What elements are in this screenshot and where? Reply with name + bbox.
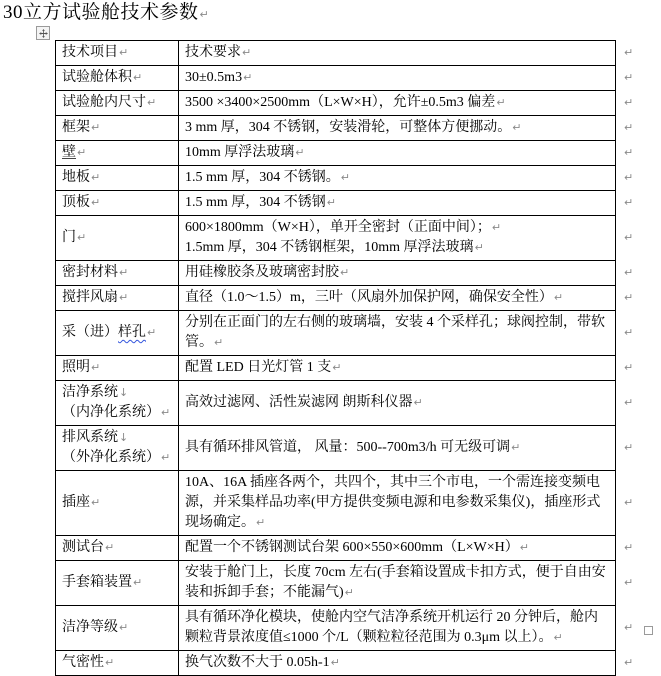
cell-text: 具有循环净化模块，使舱内空气洁净系统开机运行 20 分钟后，舱内颗粒背景浓度值≤1000 个/L（颗粒粒径范围为 0.3μm 以上）。 (185, 610, 598, 645)
end-of-row-mark: ↵ (624, 171, 634, 184)
cell-text: 气密性 (62, 655, 104, 670)
cell-text: 手套箱装置 (62, 575, 132, 590)
paragraph-mark: ↵ (199, 8, 209, 21)
cell-text: 门 (62, 230, 76, 245)
table-row (56, 66, 651, 91)
table-resize-handle[interactable] (644, 626, 653, 635)
end-of-cell-mark: ↵ (519, 541, 529, 554)
cell-text: 具有循环排风管道， 风量：500--700m3/h 可无级可调 (185, 440, 511, 455)
end-of-cell-mark: ↵ (147, 96, 157, 109)
table-row (56, 261, 651, 286)
cell-text: 技术要求 (185, 45, 241, 60)
end-of-cell-mark: ↵ (413, 396, 423, 409)
end-of-cell-mark: ↵ (119, 266, 129, 279)
item-cell[interactable] (56, 536, 179, 561)
table-row (56, 651, 651, 676)
cell-text: 试验舱内尺寸 (62, 95, 146, 110)
cell-text: 框架 (62, 120, 90, 135)
table-row (56, 116, 651, 141)
cell-text: 密封材料 (62, 265, 118, 280)
table-row (56, 41, 651, 66)
cell-text: 3500 ×3400×2500mm（L×W×H），允许±0.5m3 偏差 (185, 95, 496, 110)
item-cell[interactable] (56, 311, 179, 356)
item-cell[interactable] (56, 191, 179, 216)
end-of-row-mark: ↵ (624, 656, 634, 669)
end-of-cell-mark: ↵ (491, 221, 502, 234)
table-row (56, 286, 651, 311)
table-row (56, 536, 651, 561)
underlined-text: 壁 (62, 145, 76, 160)
end-of-row-mark: ↵ (624, 541, 634, 554)
cell-text: 安装于舱门上，长度 70cm 左右(手套箱设置成卡扣方式，便于自由安装和拆卸手套；不能漏气) (185, 565, 606, 600)
end-of-row-mark: ↵ (624, 231, 634, 244)
end-of-cell-mark: ↵ (344, 586, 354, 599)
end-of-cell-mark: ↵ (105, 656, 115, 669)
item-cell[interactable] (56, 91, 179, 116)
item-cell[interactable] (56, 471, 179, 536)
cell-text: 配置一个不锈钢测试台架 600×550×600mm（L×W×H） (185, 540, 519, 555)
cell-text: 顶板 (62, 195, 90, 210)
requirement-cell[interactable] (179, 91, 616, 116)
cell-text: 1.5 mm 厚，304 不锈钢 (185, 195, 326, 210)
cell-text: 插座 (62, 495, 90, 510)
end-of-cell-mark: ↵ (326, 196, 336, 209)
line-break-mark: ↓ (119, 431, 129, 444)
requirement-cell[interactable] (179, 116, 616, 141)
end-of-cell-mark: ↵ (330, 656, 340, 669)
requirement-cell[interactable] (179, 216, 616, 261)
end-of-row-mark: ↵ (624, 396, 634, 409)
requirement-cell[interactable] (179, 606, 616, 651)
end-of-cell-mark: ↵ (91, 496, 101, 509)
end-of-cell-mark: ↵ (161, 451, 171, 464)
end-of-row-mark: ↵ (624, 96, 634, 109)
spec-table (55, 40, 651, 676)
item-cell[interactable] (56, 561, 179, 606)
end-of-cell-mark: ↵ (119, 621, 129, 634)
end-of-row-mark: ↵ (624, 291, 634, 304)
requirement-cell[interactable] (179, 191, 616, 216)
item-cell[interactable] (56, 286, 179, 311)
end-of-cell-mark: ↵ (474, 241, 484, 254)
page-title: 30立方试验舱技术参数 (3, 2, 199, 23)
cell-text: 1.5mm 厚，304 不锈钢框架，10mm 厚浮法玻璃 (185, 240, 474, 255)
cell-text: 1.5 mm 厚，304 不锈钢。 (185, 170, 340, 185)
end-of-row-mark: ↵ (624, 46, 634, 59)
requirement-cell[interactable] (179, 561, 616, 606)
table-row (56, 166, 651, 191)
item-cell[interactable] (56, 66, 179, 91)
end-of-cell-mark: ↵ (340, 171, 350, 184)
cell-text: 高效过滤网、活性炭滤网 朗斯科仪器 (185, 395, 413, 410)
end-of-cell-mark: ↵ (161, 406, 171, 419)
end-of-cell-mark: ↵ (77, 146, 87, 159)
table-row (56, 356, 651, 381)
requirement-cell[interactable] (179, 41, 616, 66)
end-of-row-mark: ↵ (624, 441, 634, 454)
item-cell[interactable] (56, 651, 179, 676)
title-row (3, 0, 209, 26)
end-of-cell-mark: ↵ (133, 576, 143, 589)
cell-text: （内净化系统） (62, 405, 160, 420)
end-of-row-mark: ↵ (624, 576, 634, 589)
table-row (56, 91, 651, 116)
end-of-cell-mark: ↵ (332, 361, 342, 374)
item-cell[interactable] (56, 41, 179, 66)
move-arrows-icon (39, 29, 48, 38)
end-of-cell-mark: ↵ (119, 291, 129, 304)
item-cell[interactable] (56, 606, 179, 651)
item-cell[interactable] (56, 116, 179, 141)
item-cell[interactable] (56, 356, 179, 381)
end-of-row-mark: ↵ (624, 146, 634, 159)
end-of-cell-mark: ↵ (147, 326, 157, 339)
cell-text: 照明 (62, 360, 90, 375)
end-of-row-mark: ↵ (624, 326, 634, 339)
cell-text: 600×1800mm（W×H），单开全密封（正面中间）； (185, 220, 491, 235)
spellcheck-underlined-text: 样孔 (118, 325, 146, 340)
end-of-cell-mark: ↵ (511, 441, 521, 454)
end-of-cell-mark: ↵ (553, 631, 563, 644)
cell-text (62, 145, 76, 160)
cell-text: 洁净等级 (62, 620, 118, 635)
item-cell[interactable] (56, 216, 179, 261)
end-of-row-mark: ↵ (624, 196, 634, 209)
item-cell[interactable] (56, 426, 179, 471)
cell-text: 换气次数不大于 0.05h-1 (185, 655, 330, 670)
end-of-cell-mark: ↵ (340, 266, 350, 279)
end-of-cell-mark: ↵ (77, 231, 87, 244)
cell-text: 用硅橡胶条及玻璃密封胶 (185, 265, 339, 280)
table-row (56, 561, 651, 606)
cell-text: 地板 (62, 170, 90, 185)
requirement-cell[interactable] (179, 261, 616, 286)
end-of-row-mark: ↵ (624, 121, 634, 134)
end-of-cell-mark: ↵ (91, 121, 101, 134)
requirement-cell[interactable] (179, 426, 616, 471)
requirement-cell[interactable] (179, 536, 616, 561)
end-of-cell-mark: ↵ (91, 171, 101, 184)
item-cell[interactable] (56, 381, 179, 426)
table-row (56, 471, 651, 536)
cell-text: 30±0.5m3 (185, 70, 243, 85)
cell-text: 采（进）样孔 (62, 325, 146, 340)
cell-text: 直径（1.0～1.5）m，三叶（风扇外加保护网，确保安全性） (185, 290, 553, 305)
requirement-cell[interactable] (179, 166, 616, 191)
end-of-cell-mark: ↵ (119, 46, 129, 59)
table-move-handle[interactable] (36, 26, 50, 40)
spec-table-body (56, 41, 651, 676)
end-of-cell-mark: ↵ (91, 361, 101, 374)
end-of-cell-mark: ↵ (214, 336, 224, 349)
requirement-cell[interactable] (179, 651, 616, 676)
end-of-cell-mark: ↵ (553, 291, 564, 304)
end-of-cell-mark: ↵ (133, 71, 143, 84)
requirement-cell[interactable] (179, 471, 616, 536)
cell-text: 10A、16A 插座各两个，共四个，其中三个市电，一个需连接变频电源，并采集样品功率(甲方提供变频电源和电参数采集仪)，插座形式现场确定。 (185, 475, 601, 530)
requirement-cell[interactable] (179, 141, 616, 166)
end-of-cell-mark: ↵ (512, 121, 522, 134)
cell-text: 分别在正面门的左右侧的玻璃墙，安装 4 个采样孔；球阀控制，带软管。 (185, 315, 605, 350)
table-row (56, 191, 651, 216)
requirement-cell[interactable] (179, 381, 616, 426)
requirement-cell[interactable] (179, 311, 616, 356)
cell-text: 试验舱体积 (62, 70, 132, 85)
end-of-cell-mark: ↵ (242, 46, 252, 59)
cell-text: 技术项目 (62, 45, 118, 60)
table-row (56, 381, 651, 426)
table-row (56, 311, 651, 356)
cell-text: 排风系统 (62, 430, 118, 445)
requirement-cell[interactable] (179, 66, 616, 91)
item-cell[interactable] (56, 141, 179, 166)
end-of-row-mark: ↵ (624, 361, 634, 374)
cell-text: 3 mm 厚，304 不锈钢，安装滑轮，可整体方便挪动。 (185, 120, 512, 135)
end-of-cell-mark: ↵ (256, 516, 266, 529)
end-of-row-mark: ↵ (624, 71, 634, 84)
item-cell[interactable] (56, 166, 179, 191)
end-of-cell-mark: ↵ (243, 71, 253, 84)
item-cell[interactable] (56, 261, 179, 286)
end-of-cell-mark: ↵ (105, 541, 115, 554)
end-of-cell-mark: ↵ (91, 196, 101, 209)
table-container (55, 40, 651, 676)
requirement-cell[interactable] (179, 356, 616, 381)
table-row (56, 141, 651, 166)
table-row (56, 216, 651, 261)
table-row (56, 426, 651, 471)
end-of-cell-mark: ↵ (496, 96, 506, 109)
cell-text: 测试台 (62, 540, 104, 555)
cell-text: （外净化系统） (62, 450, 160, 465)
cell-text: 搅拌风扇 (62, 290, 118, 305)
line-break-mark: ↓ (119, 386, 129, 399)
end-of-row-mark: ↵ (624, 266, 634, 279)
end-of-cell-mark: ↵ (295, 146, 305, 159)
end-of-row-mark: ↵ (624, 621, 634, 634)
end-of-row-mark: ↵ (624, 496, 634, 509)
cell-text: 10mm 厚浮法玻璃 (185, 145, 295, 160)
cell-text: 配置 LED 日光灯管 1 支 (185, 360, 332, 375)
requirement-cell[interactable] (179, 286, 616, 311)
table-row (56, 606, 651, 651)
cell-text: 洁净系统 (62, 385, 118, 400)
